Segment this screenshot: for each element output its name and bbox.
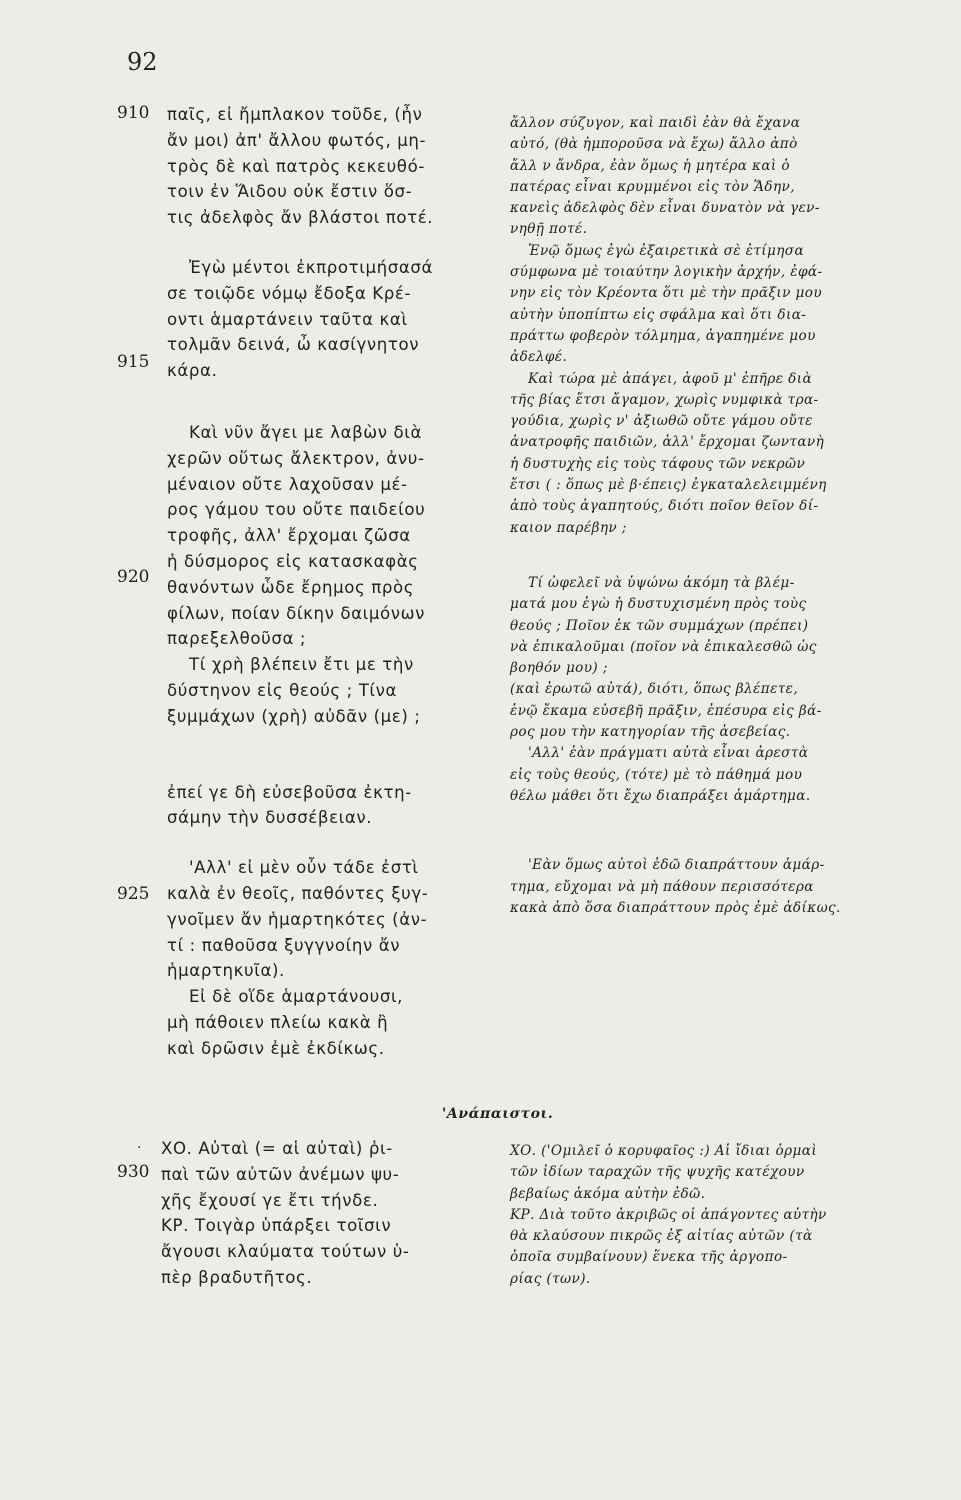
line-number: 910: [117, 103, 150, 123]
text-line: ἄγουσι κλαύματα τούτων ὑ-: [161, 1242, 410, 1262]
text-line: Ἐγὼ μέντοι ἐκπροτιμήσασά: [189, 257, 434, 277]
text-line: ἔτσι ( : ὅπως μὲ β·έπεις) ἐγκαταλελειμμένη: [510, 477, 827, 494]
ancient-paragraph: [167, 102, 489, 231]
text-line: ἀπὸ τοὺς ἀγαπητούς, διότι ποῖον θεῖον δί-: [510, 498, 819, 515]
text-line: ἡ δύσμορος εἰς κατασκαφὰς: [167, 551, 419, 571]
text-line: γνοῖμεν ἄν ἡμαρτηκότες (ἀν-: [167, 909, 428, 929]
text-line: σύμφωνα μὲ τοιαύτην λογικὴν ἀρχήν, ἐφά-: [510, 264, 823, 281]
text-line: ἐνῷ ἔκαμα εὐσεβῆ πρᾶξιν, ἐπέσυρα εἰς βά-: [510, 702, 822, 719]
text-line: σάμην τὴν δυσσέβειαν.: [167, 808, 373, 828]
text-line: αὐτὴν ὑποπίπτω εἰς σφάλμα καὶ ὅτι δια-: [510, 306, 807, 323]
text-line: καλὰ ἐν θεοῖς, παθόντες ξυγ-: [167, 883, 429, 903]
kreon-lines: [161, 1213, 481, 1290]
text-line: τοιν ἐν Ἅιδου οὐκ ἔστιν ὅσ-: [167, 182, 413, 202]
text-line: (καὶ ἐρωτῶ αὐτά), διότι, ὅπως βλέπετε,: [510, 681, 799, 698]
ancient-paragraph: [167, 420, 489, 652]
text-line: τημα, εὔχομαι νὰ μὴ πάθουν περισσότερα: [510, 878, 814, 895]
text-line: κανεὶς ἀδελφὸς δὲν εἶναι δυνατὸν νὰ γεν-: [510, 200, 820, 217]
text-line: 'Αλλ' εἰ μὲν οὖν τάδε ἐστὶ: [189, 858, 419, 878]
text-line: τις ἀδελφὸς ἄν βλάστοι ποτέ.: [167, 208, 434, 228]
text-line: ἄν μοι) ἀπ' ἄλλου φωτός, μη-: [167, 130, 427, 150]
text-line: Καὶ νῦν ἄγει με λαβὼν διὰ: [189, 422, 423, 442]
text-line: τῆς βίας ἔτσι ἄγαμον, χωρὶς νυμφικὰ τρα-: [510, 391, 819, 408]
text-line: παρεξελθοῦσα ;: [167, 629, 307, 649]
text-line: ρος γάμου του οὔτε παιδείου: [167, 500, 426, 520]
text-line: θεούς ; Ποῖον ἐκ τῶν συμμάχων (πρέπει): [510, 617, 809, 634]
text-line: πατέρας εἶναι κρυμμένοι εἰς τὸν Ἅδην,: [510, 178, 795, 195]
text-line: βοηθόν μου) ;: [510, 660, 608, 677]
text-line: ρίας (των).: [510, 1270, 591, 1287]
text-line: ἄλλον σύζυγον, καὶ παιδὶ ἐὰν θὰ ἔχανα: [510, 115, 801, 131]
text-line: θανόντων ὧδε ἔρημος πρὸς: [167, 577, 415, 597]
text-line: Τί χρὴ βλέπειν ἔτι με τὴν: [189, 655, 414, 675]
text-line: δύστηνον εἰς θεούς ; Τίνα: [167, 680, 398, 700]
translation-paragraph: [510, 241, 905, 369]
line-number: 920: [117, 567, 150, 587]
text-line: Τί ὠφελεῖ νὰ ὑψώνω ἀκόμη τὰ βλέμ-: [528, 574, 795, 591]
text-line: ΧΟ. Αὐταὶ (= αἱ αὐταὶ) ῥι-: [161, 1139, 393, 1158]
text-line: ΚΡ. Διὰ τοῦτο ἀκριβῶς οἱ ἀπάγοντες αὐτὴν: [510, 1206, 827, 1223]
text-line: κακὰ ἀπὸ ὅσα διαπράττουν πρὸς ἐμὲ ἀδίκως.: [510, 899, 841, 916]
text-line: τροφῆς, ἀλλ' ἔρχομαι ζῶσα: [167, 526, 411, 546]
ancient-paragraph: [167, 855, 489, 984]
text-line: καιον παρέβην ;: [510, 519, 627, 536]
text-line: ξυμμάχων (χρὴ) αὐδᾶν (με) ;: [167, 706, 421, 726]
text-line: ΚΡ. Τοιγὰρ ὑπάρξει τοῖσιν: [161, 1216, 392, 1236]
text-line: τολμᾶν δεινά, ὦ κασίγνητον: [167, 335, 420, 355]
text-line: πράττω φοβερὸν τόλμημα, ἀγαπημένε μου: [510, 327, 816, 344]
text-line: κάρα.: [167, 361, 218, 381]
kreon-lines: [510, 1205, 905, 1290]
text-line: Εἰ δὲ οἵδε ἁμαρτάνουσι,: [189, 987, 404, 1007]
text-line: ἄλλ ν ἄνδρα, ἐὰν ὅμως ἡ μητέρα καὶ ὁ: [510, 157, 790, 174]
text-line: χῆς ἔχουσί γε ἔτι τήνδε.: [161, 1190, 379, 1210]
text-line: ἀδελφέ.: [510, 349, 568, 366]
line-number: 925: [117, 884, 150, 904]
text-line: οντι ἁμαρτάνειν ταῦτα καὶ: [167, 309, 408, 329]
text-line: ματά μου ἐγὼ ἡ δυστυχισμένη πρὸς τοὺς: [510, 596, 807, 613]
text-line: 'Εὰν ὅμως αὐτοὶ ἐδῶ διαπράττουν ἁμάρ-: [528, 857, 825, 874]
chorus-lines: [161, 1136, 481, 1213]
text-line: χερῶν οὕτως ἄλεκτρον, ἀνυ-: [167, 448, 425, 468]
translation-column: [510, 113, 905, 919]
text-line: ἡ δυστυχὴς εἰς τοὺς τάφους τῶν νεκρῶν: [510, 455, 806, 472]
text-line: ρος μου τὴν κατηγορίαν τῆς ἀσεβείας.: [510, 724, 791, 741]
text-line: πὲρ βραδυτῆτος.: [161, 1267, 313, 1287]
text-line: τί : παθοῦσα ξυγγνοίην ἄν: [167, 935, 401, 955]
chorus-lines: [510, 1141, 905, 1205]
text-line: Καὶ τώρα μὲ ἀπάγει, ἀφοῦ μ' ἐπῆρε διὰ: [528, 370, 813, 387]
ancient-paragraph: [167, 255, 489, 384]
line-number: 930: [117, 1162, 150, 1182]
page-number: 92: [127, 48, 158, 76]
text-line: θέλω μάθει ὅτι ἔχω διαπράξει ἁμάρτημα.: [510, 787, 811, 804]
translation-paragraph: [510, 113, 905, 241]
text-line: παὶ τῶν αὐτῶν ἀνέμων ψυ-: [161, 1164, 400, 1184]
ancient-text-column: [167, 102, 489, 1062]
text-line: ἡμαρτηκυῖα).: [167, 961, 285, 981]
translation-paragraph: [510, 369, 905, 539]
text-line: Ἐνῷ ὅμως ἐγὼ ἐξαιρετικὰ σὲ ἐτίμησα: [528, 242, 805, 259]
margin-dot: ·: [137, 1140, 142, 1156]
translation-paragraph: [510, 573, 905, 743]
ancient-paragraph: [167, 780, 489, 832]
line-number: 915: [117, 352, 150, 372]
text-line: ὁποῖα συμβαίνουν) ἕνεκα τῆς ἀργοπο-: [510, 1249, 788, 1266]
ancient-dialogue: [161, 1136, 481, 1291]
text-line: μέναιον οὔτε λαχοῦσαν μέ-: [167, 474, 408, 494]
text-line: γούδια, χωρὶς ν' ἀξιωθῶ οὔτε γάμου οὔτε: [510, 413, 813, 430]
text-line: τῶν ἰδίων ταραχῶν τῆς ψυχῆς κατέχουν: [510, 1164, 805, 1181]
translation-dialogue: [510, 1141, 905, 1290]
text-line: ἀνατροφῆς παιδιῶν, ἀλλ' ἔρχομαι ζωντανὴ: [510, 434, 825, 451]
text-line: νηθῇ ποτέ.: [510, 221, 588, 238]
ancient-paragraph: [167, 652, 489, 729]
text-line: ΧΟ. ('Ομιλεῖ ὁ κορυφαῖος :) Αἱ ἴδιαι ὁρμαὶ: [510, 1143, 818, 1159]
text-line: τρὸς δὲ καὶ πατρὸς κεκευθό-: [167, 156, 425, 176]
text-line: μὴ πάθοιεν πλείω κακὰ ἢ: [167, 1012, 389, 1032]
translation-paragraph: [510, 855, 905, 919]
text-line: βεβαίως ἀκόμα αὐτὴν ἐδῶ.: [510, 1185, 706, 1202]
text-line: 'Αλλ' ἐὰν πράγματι αὐτὰ εἶναι ἀρεστὰ: [528, 745, 809, 762]
text-line: νὰ ἐπικαλοῦμαι (ποῖον νὰ ἐπικαλεσθῶ ὡς: [510, 638, 817, 655]
text-line: φίλων, ποίαν δίκην δαιμόνων: [167, 603, 425, 623]
text-line: νην εἰς τὸν Κρέοντα ὅτι μὲ τὴν πρᾶξιν μου: [510, 285, 822, 302]
translation-paragraph: [510, 743, 905, 807]
text-line: καὶ δρῶσιν ἐμὲ ἐκδίκως.: [167, 1038, 385, 1058]
section-header: 'Ανάπαιστοι.: [442, 1106, 554, 1122]
ancient-paragraph: [167, 984, 489, 1061]
text-line: αὐτό, (θὰ ἠμποροῦσα νὰ ἔχω) ἄλλο ἀπὸ: [510, 136, 798, 153]
text-line: ἐπεί γε δὴ εὐσεβοῦσα ἐκτη-: [167, 782, 412, 802]
text-line: εἰς τοὺς θεούς, (τότε) μὲ τὸ πάθημά μου: [510, 766, 803, 783]
text-line: σε τοιῷδε νόμῳ ἔδοξα Κρέ-: [167, 283, 412, 303]
text-line: θὰ κλαύσουν πικρῶς ἐξ αἰτίας αὐτῶν (τὰ: [510, 1228, 813, 1245]
text-line: παῖς, εἰ ἤμπλακον τοῦδε, (ἦν: [167, 105, 423, 124]
